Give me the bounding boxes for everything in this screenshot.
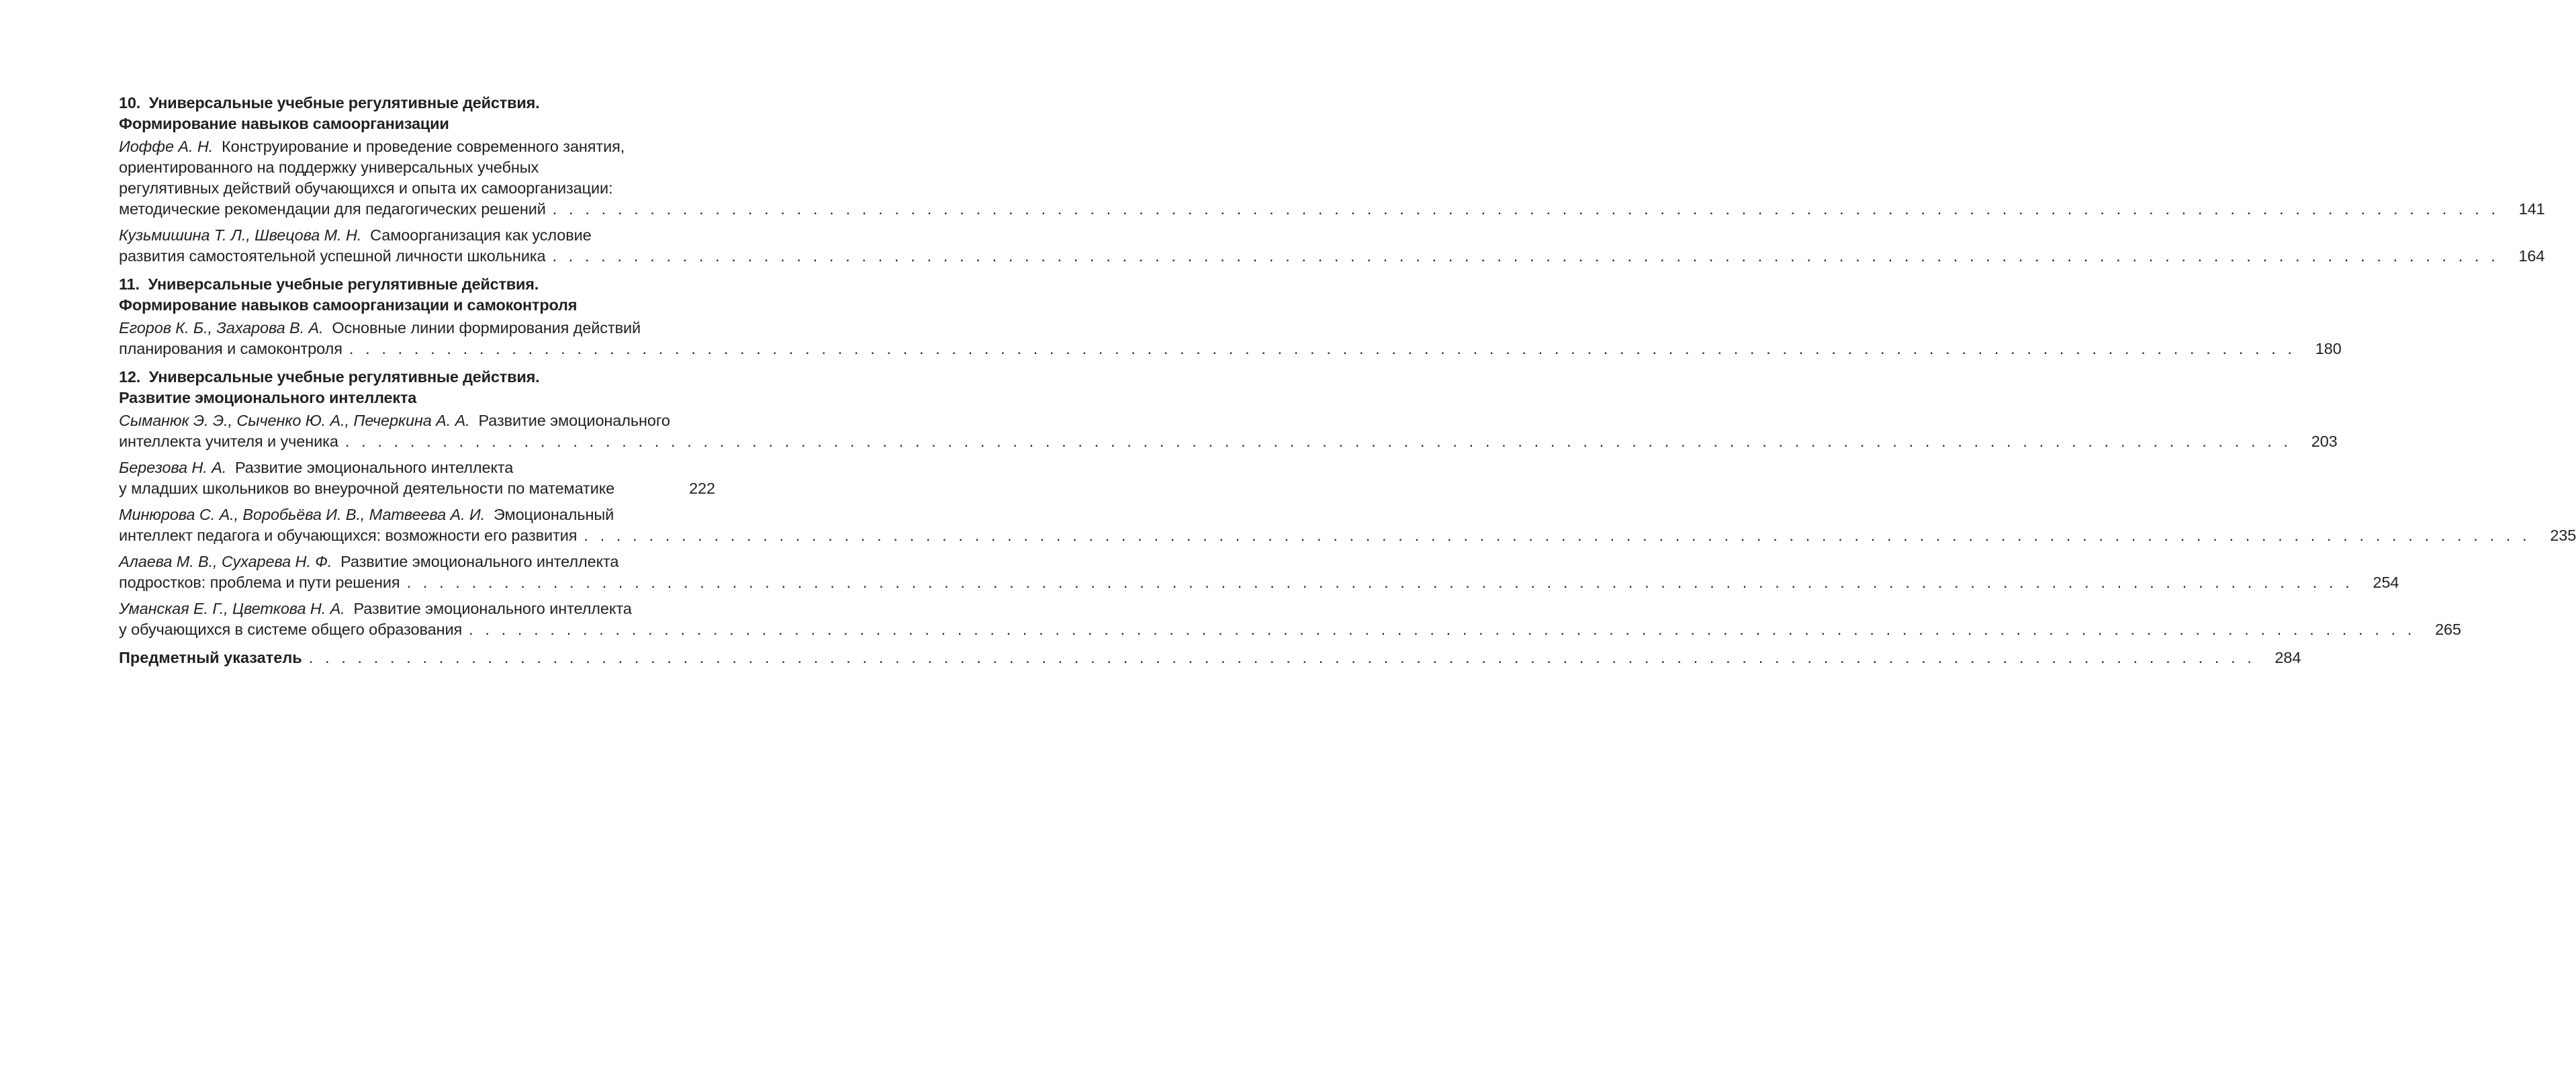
section-title-text: Универсальные учебные регулятивные действия. [148,368,540,386]
dot-leader: . . . . . . . . . . . . . . . . . . . . . . . . . . . . . . . . . . . . . . . . . . . . . . . . . . . . . . . . . . . . . . . . . . . . . . . . . . . . . . . . . . . . . . . . . . . . . . . . . . . . . . . . . . . . . . . . . . . . . . . . [552,200,2499,218]
entry-last-line [119,431,2338,452]
entry-title-start: Самоорганизация как условие [370,226,592,244]
dot-leader: . . . . . . . . . . . . . . . . . . . . . . . . . . . . . . . . . . . . . . . . . . . . . . . . . . . . . . . . . . . . . . . . . . . . . . . . . . . . . . . . . . . . . . . . . . . . . . . . . . . . . . . . . . . . . . . . . . . . . . . . [406,574,2354,591]
entry-title-end: интеллекта учителя и ученика [119,433,338,450]
entry-authors: Егоров К. Б., Захарова В. А. [119,319,324,337]
toc-entry[interactable] [119,551,2399,593]
section-title [119,274,715,316]
entry-title-end: планирования и самоконтроля [119,340,342,357]
toc-entry[interactable] [119,225,2545,267]
dot-leader: . . . . . . . . . . . . . . . . . . . . . . . . . . . . . . . . . . . . . . . . . . . . . . . . . . . . . . . . . . . . . . . . . . . . . . . . . . . . . . . . . . . . . . . . . . . . . . . . . . . . . . . . . . . . . . . . . . . . . . . . [349,340,2296,357]
section-title [119,367,715,408]
entry-authors: Минюрова С. А., Воробьёва И. В., Матвеева А. И. [119,506,486,523]
dot-leader: . . . . . . . . . . . . . . . . . . . . . . . . . . . . . . . . . . . . . . . . . . . . . . . . . . . . . . . . . . . . . . . . . . . . . . . . . . . . . . . . . . . . . . . . . . . . . . . . . . . . . . . . . . . . . . . . . . . . . . . . [344,433,2292,450]
entry-title-end: развития самостоятельной успешной личности школьника [119,247,546,265]
page-number: 141 [2518,200,2545,218]
entry-title-start: Развитие эмоционального интеллекта [235,459,514,476]
entry-title-line: регулятивных действий обучающихся и опыта их самоорганизации: [119,179,613,197]
page-number: 254 [2373,574,2399,591]
entry-title-end: методические рекомендации для педагогических решений [119,200,546,218]
entry-title-end: интеллект педагога и обучающихся: возможности его развития [119,527,578,544]
entry-title-end: у обучающихся в системе общего образования [119,621,463,638]
section-title-text: Универсальные учебные регулятивные действия. [148,94,540,111]
section-title-line: Формирование навыков самоорганизации [119,115,449,132]
entry-title-line: ориентированного на поддержку универсальных учебных [119,159,539,176]
entry-last-line [119,478,715,499]
entry-title-end: у младших школьников во внеурочной деятельности по математике [119,480,615,497]
index-line [119,647,2301,668]
entry-last-line [119,199,2545,220]
section-number: 12. [119,368,141,386]
entry-title-end: подростков: проблема и пути решения [119,574,400,591]
section-number: 10. [119,94,141,111]
page-number: 222 [689,480,715,497]
subject-index-entry[interactable] [119,647,2301,668]
page-number: 180 [2315,340,2342,357]
entry-last-line [119,572,2399,593]
entry-authors: Кузьмишина Т. Л., Швецова М. Н. [119,226,362,244]
section-number: 11. [119,275,140,293]
entry-authors: Иоффе А. Н. [119,138,214,155]
section-title-line [119,93,715,114]
entry-last-line [119,525,2576,546]
entry-authors: Уманская Е. Г., Цветкова Н. А. [119,600,345,617]
page-number: 235 [2550,527,2576,544]
page-number: 164 [2518,247,2545,265]
section-title-line: Формирование навыков самоорганизации и самоконтроля [119,296,578,314]
entry-title-start: Эмоциональный [494,506,614,523]
entry-last-line [119,619,2461,640]
entry-first-line [119,225,715,246]
section-title-line: Развитие эмоционального интеллекта [119,389,417,406]
entry-authors: Сыманюк Э. Э., Сыченко Ю. А., Печеркина А. А. [119,412,470,429]
entry-first-line [119,457,715,478]
index-label: Предметный указатель [119,649,302,666]
toc-section [119,93,2545,267]
page-number: 203 [2311,433,2338,450]
toc-entry[interactable] [119,410,2338,452]
toc-section [119,274,2342,359]
entry-title-start: Основные линии формирования действий [332,319,641,337]
entry-first-line [119,410,715,431]
entry-title-start: Развитие эмоционального [478,412,670,429]
section-title-line [119,367,715,388]
toc-section [119,367,2576,640]
entry-first-line [119,598,715,619]
entry-authors: Алаева М. В., Сухарева Н. Ф. [119,553,332,570]
dot-leader: . . . . . . . . . . . . . . . . . . . . . . . . . . . . . . . . . . . . . . . . . . . . . . . . . . . . . . . . . . . . . . . . . . . . . . . . . . . . . . . . . . . . . . . . . . . . . . . . . . . . . . . . . . . . . . . . . . . . . . . . [308,649,2256,666]
entry-first-line [119,136,715,157]
toc-entry[interactable] [119,504,2576,546]
entry-authors: Березова Н. А. [119,459,227,476]
dot-leader: . . . . . . . . . . . . . . . . . . . . . . . . . . . . . . . . . . . . . . . . . . . . . . . . . . . . . . . . . . . . . . . . . . . . . . . . . . . . . . . . . . . . . . . . . . . . . . . . . . . . . . . . . . . . . . . . . . . . . . . . [584,527,2531,544]
entry-last-line [119,246,2545,267]
entry-first-line [119,318,715,339]
entry-first-line [119,551,715,572]
toc-entry[interactable] [119,598,2461,640]
dot-leader: . . . . . . . . . . . . . . . . . . . . . . . . . . . . . . . . . . . . . . . . . . . . . . . . . . . . . . . . . . . . . . . . . . . . . . . . . . . . . . . . . . . . . . . . . . . . . . . . . . . . . . . . . . . . . . . . . . . . . . . . [469,621,2416,638]
entry-title-start: Развитие эмоционального интеллекта [353,600,632,617]
section-title-line [119,274,715,295]
page-number: 284 [2274,649,2301,666]
page-number: 265 [2435,621,2461,638]
section-title [119,93,715,134]
section-title-text: Универсальные учебные регулятивные действия. [148,275,539,293]
dot-leader: . . . . . . . . . . . . . . . . . . . . . . . . . . . . . . . . . . . . . . . . . . . . . . . . . . . . . . . . . . . . . . . . . . . . . . . . . . . . . . . . . . . . . . . . . . . . . . . . . . . . . . . . . . . . . . . . . . . . . . . . [552,247,2499,265]
entry-last-line [119,339,2342,359]
toc-entry[interactable] [119,318,2342,359]
entry-title-start: Развитие эмоционального интеллекта [340,553,619,570]
toc-entry[interactable] [119,136,2545,220]
toc-entry[interactable] [119,457,715,499]
entry-title-start: Конструирование и проведение современного занятия, [222,138,625,155]
table-of-contents [119,93,2576,668]
entry-first-line [119,504,715,525]
